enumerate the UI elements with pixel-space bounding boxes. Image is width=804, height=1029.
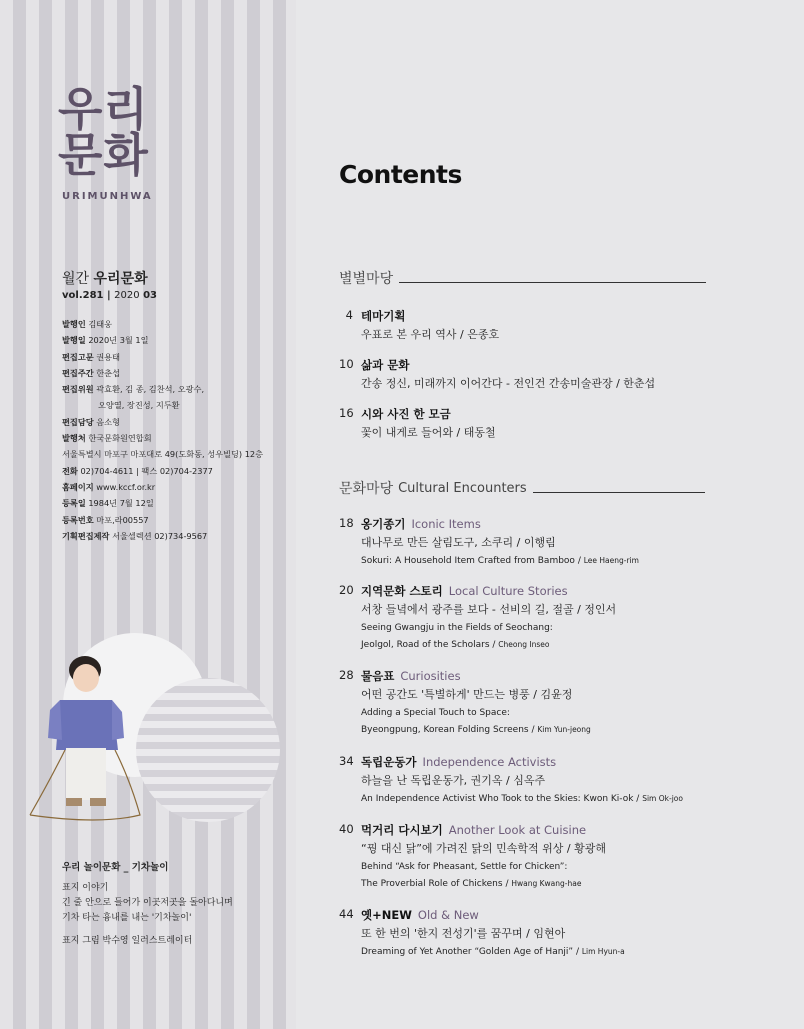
colophon-value: 곽효환, 김 종, 김찬석, 오광수,	[96, 384, 205, 395]
cover-illustration	[20, 630, 290, 840]
colophon-value: 2020년 3월 1일	[88, 335, 149, 346]
category-ko: 테마기획	[361, 309, 406, 323]
colophon-row	[62, 495, 263, 511]
article-title-en: Dreaming of Yet Another “Golden Age of Hanji” / Lim Hyun-a	[361, 947, 625, 957]
article-title-ko: 서창 들녘에서 광주를 보다 - 선비의 길, 절골 / 정인서	[361, 603, 617, 616]
colophon-key: 발행일	[62, 335, 86, 346]
article-title-en: The Proverbial Role of Chickens / Hwang Kwang-hae	[361, 879, 582, 889]
colophon-value: 한국문화원연합회	[88, 433, 152, 444]
category-en: Iconic Items	[411, 517, 481, 531]
page-number: 20	[339, 583, 354, 597]
english-author: Cheong Inseo	[498, 640, 550, 649]
english-author: Lim Hyun-a	[581, 947, 625, 956]
colophon-key: 편집위원	[62, 384, 94, 395]
article-title-ko: 하늘을 난 독립운동가, 권기옥 / 심옥주	[361, 774, 546, 787]
section-heading	[339, 268, 706, 288]
colophon-key: 발행처	[62, 433, 86, 444]
title-main: 우리문화	[93, 271, 148, 287]
article-title-ko: 꽃이 내게로 들어와 / 태동철	[361, 426, 496, 439]
colophon-value: 마포,라00557	[96, 514, 149, 525]
issue-info	[62, 290, 157, 301]
category-en: Independence Activists	[422, 755, 557, 769]
child-face	[73, 664, 99, 692]
colophon-row	[62, 430, 263, 446]
child-shoe-right	[90, 798, 106, 806]
category-ko: 물음표	[361, 669, 395, 683]
colophon	[62, 316, 263, 544]
english-title: Adding a Special Touch to Space:	[361, 708, 510, 718]
category-en: Local Culture Stories	[448, 584, 568, 598]
category-ko: 시와 사진 한 모금	[361, 407, 451, 421]
colophon-row	[62, 332, 263, 348]
page-number: 40	[339, 822, 354, 836]
colophon-row	[62, 414, 263, 430]
category-ko: 옛+NEW	[361, 908, 412, 922]
colophon-key: 홈페이지	[62, 481, 94, 492]
colophon-key: 등록일	[62, 498, 86, 509]
colophon-row	[62, 479, 263, 495]
english-title: Jeolgol, Road of the Scholars	[361, 640, 490, 650]
cover-story-line-1: 긴 줄 안으로 들어가 이곳저곳을 돌아다니며	[62, 898, 233, 908]
category-ko: 옹기종기	[361, 517, 406, 531]
english-title: Sokuri: A Household Item Crafted from Bamboo	[361, 556, 575, 566]
category-en: Old & New	[417, 908, 479, 922]
child-shoe-left	[66, 798, 82, 806]
entry-category	[361, 668, 461, 684]
entry-category	[361, 308, 405, 324]
colophon-value: 김태웅	[88, 319, 113, 329]
magazine-title	[62, 268, 148, 288]
cover-heading: 우리 놀이문화 _ 기차놀이	[62, 862, 169, 873]
category-en: Curiosities	[400, 669, 461, 683]
english-author: Lee Haeng-rim	[583, 556, 639, 565]
colophon-key: 편집고문	[62, 351, 94, 362]
page-number: 44	[339, 907, 354, 921]
striped-circle	[136, 678, 280, 822]
colophon-value: www.kccf.or.kr	[96, 481, 156, 492]
article-title-ko: 우표로 본 우리 역사 / 은종호	[361, 328, 500, 341]
colophon-key: 등록번호	[62, 514, 94, 525]
article-title-en: An Independence Activist Who Took to the Skies: Kwon Ki-ok / Sim Ok-joo	[361, 794, 683, 804]
colophon-value: 1984년 7월 12일	[88, 498, 154, 509]
colophon-row	[62, 397, 263, 413]
section-title-en: Cultural Encounters	[398, 480, 527, 496]
colophon-row	[62, 446, 263, 462]
entry-category	[361, 822, 586, 838]
category-en: Another Look at Cuisine	[448, 823, 587, 837]
entry-category	[361, 907, 479, 923]
colophon-value: 오양열, 장진성, 지두환	[98, 400, 180, 411]
category-ko: 지역문화 스토리	[361, 584, 443, 598]
cover-art-credit	[62, 934, 233, 949]
colophon-value: 한춘섭	[96, 367, 120, 378]
volume: vol.281	[62, 290, 104, 301]
title-prefix: 월간	[62, 271, 90, 287]
logo-roman: URIMUNHWA	[62, 191, 153, 202]
page-number: 10	[339, 357, 354, 371]
magazine-logo	[58, 82, 149, 182]
cover-story-line-2: 기차 타는 흉내를 내는 '기차놀이'	[62, 913, 192, 923]
page-number: 34	[339, 754, 354, 768]
article-title-en	[361, 708, 510, 718]
colophon-row	[62, 365, 263, 381]
page-number: 4	[345, 308, 353, 322]
article-title-en: Sokuri: A Household Item Crafted from Bamboo / Lee Haeng-rim	[361, 556, 639, 566]
section-title: 별별마당	[339, 271, 394, 287]
cover-story-label: 표지 이야기	[62, 883, 109, 893]
article-title-ko: 대나무로 만든 살림도구, 소쿠리 / 이행림	[361, 536, 556, 549]
entry-category	[361, 357, 409, 373]
colophon-row	[62, 528, 263, 544]
colophon-row	[62, 316, 263, 332]
page-number: 16	[339, 406, 354, 420]
entry-category	[361, 516, 481, 532]
category-ko: 먹거리 다시보기	[361, 823, 443, 837]
colophon-key: 발행인	[62, 319, 86, 329]
issue-year: 2020	[114, 290, 140, 301]
issue-month: 03	[143, 290, 157, 301]
english-title: Byeongpung, Korean Folding Screens	[361, 725, 529, 735]
entry-category	[361, 754, 556, 770]
english-title: An Independence Activist Who Took to the Skies: Kwon Ki-ok	[361, 794, 634, 804]
colophon-key: 기획편집제작	[62, 530, 110, 541]
section-rule	[533, 492, 705, 493]
english-author: Kim Yun-jeong	[537, 725, 591, 734]
english-author: Sim Ok-joo	[642, 794, 683, 803]
colophon-value: 음소형	[96, 416, 120, 427]
english-title: Seeing Gwangju in the Fields of Seochang:	[361, 623, 553, 633]
child-jacket	[56, 700, 118, 750]
cover-art-artist: 박수영 일러스트레이터	[102, 936, 193, 946]
colophon-row	[62, 381, 263, 397]
child-pants	[66, 748, 106, 800]
left-panel	[0, 0, 296, 1029]
colophon-key: 편집담당	[62, 416, 94, 427]
article-title-en	[361, 623, 553, 633]
category-ko: 독립운동가	[361, 755, 417, 769]
page-number: 18	[339, 516, 354, 530]
colophon-value: 권용태	[96, 351, 120, 362]
colophon-value: 서울셀렉션 02)734-9567	[112, 530, 208, 541]
article-title-ko: “꿩 대신 닭”에 가려진 닭의 민속학적 위상 / 황광해	[361, 842, 606, 855]
article-title-en: Jeolgol, Road of the Scholars / Cheong Inseo	[361, 640, 550, 650]
colophon-row	[62, 512, 263, 528]
logo-line-2: 문화	[58, 128, 149, 182]
issue-separator: |	[106, 290, 111, 301]
article-title-ko: 어떤 공간도 '특별하게' 만드는 병풍 / 김윤정	[361, 688, 573, 701]
article-title-en	[361, 862, 567, 872]
article-title-ko: 간송 정신, 미래까지 이어간다 - 전인건 간송미술관장 / 한춘섭	[361, 377, 656, 390]
colophon-row	[62, 463, 263, 479]
colophon-key: 편집주간	[62, 367, 94, 378]
cover-note	[62, 860, 233, 949]
english-title: Dreaming of Yet Another “Golden Age of Hanji”	[361, 947, 574, 957]
cover-art-label: 표지 그림	[62, 936, 100, 946]
colophon-value: 서울특별시 마포구 마포대로 49(도화동, 성우빌딩) 12층	[62, 449, 264, 460]
entry-category	[361, 406, 451, 422]
article-title-en: Byeongpung, Korean Folding Screens / Kim Yun-jeong	[361, 725, 591, 735]
english-title: The Proverbial Role of Chickens	[361, 879, 503, 889]
english-title: Behind “Ask for Pheasant, Settle for Chicken”:	[361, 862, 568, 872]
colophon-key: 전화	[62, 465, 78, 476]
article-title-ko: 또 한 번의 '한지 전성기'를 꿈꾸며 / 임현아	[361, 927, 566, 940]
category-ko: 삶과 문화	[361, 358, 410, 372]
page-number: 28	[339, 668, 354, 682]
section-rule	[399, 282, 706, 283]
section-heading	[339, 478, 705, 498]
logo-line-1: 우리	[58, 82, 149, 136]
colophon-value: 02)704-4611 | 팩스 02)704-2377	[80, 465, 213, 476]
english-author: Hwang Kwang-hae	[511, 879, 582, 888]
entry-category	[361, 583, 568, 599]
colophon-row	[62, 349, 263, 365]
section-title: 문화마당	[339, 481, 394, 497]
contents-title: Contents	[339, 160, 462, 189]
